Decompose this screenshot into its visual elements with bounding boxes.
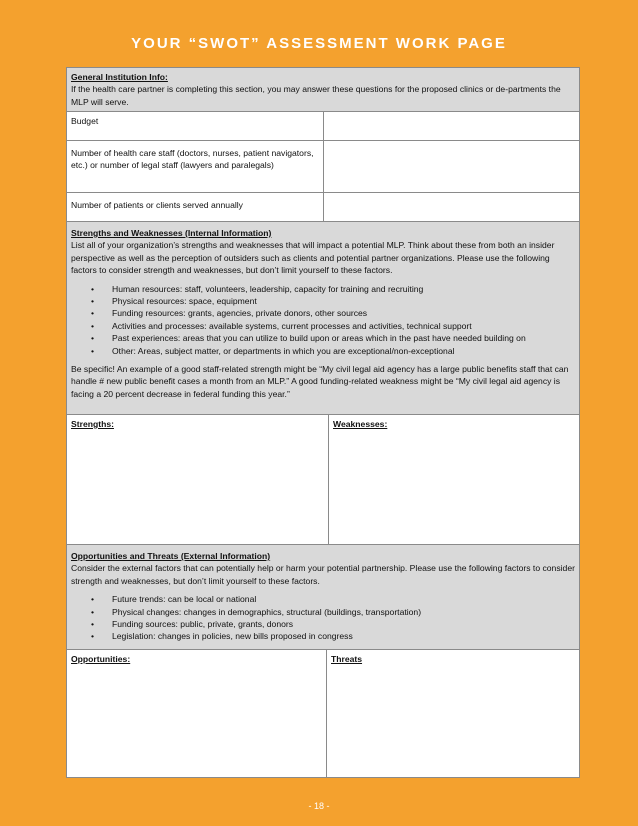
- page-title: YOUR “SWOT” ASSESSMENT WORK PAGE: [131, 35, 507, 52]
- list-item: • Funding resources: grants, agencies, private donors, other sources: [91, 307, 575, 319]
- list-item: • Future trends: can be local or national: [91, 593, 575, 605]
- list-item: • Activities and processes: available systems, current processes and activities, technical support: [91, 320, 575, 332]
- internal-info-intro: List all of your organization’s strengths and weaknesses that will impact a potential MLP. Think about these from both an insider perspective as well as the perception of outsiders such as clients and potential partner organizations. Please use the following factors to consider strength and weaknesses, but don’t limit yourself to these factors.: [71, 240, 555, 276]
- internal-info-closing: Be specific! An example of a good staff-related strength might be “My civil legal aid agency has a large public benefits staff that can handle # new public benefit cases a month from an MLP.” A good funding-related weakness might be “My civil legal aid agency is facing a 20 percent decrease in federal funding this year.”: [71, 364, 569, 399]
- list-item: • Physical changes: changes in demographics, structural (buildings, transportation): [91, 606, 575, 618]
- page-number: - 18 -: [308, 801, 330, 811]
- external-info-header: [67, 545, 579, 650]
- weaknesses-field[interactable]: Weaknesses:: [333, 419, 388, 429]
- internal-info-header: [67, 222, 579, 415]
- general-info-header: [67, 68, 579, 112]
- budget-field[interactable]: [324, 112, 579, 140]
- list-item: • Funding sources: public, private, grants, donors: [91, 618, 575, 630]
- list-item: • Physical resources: space, equipment: [91, 295, 575, 307]
- staff-field[interactable]: [324, 141, 579, 192]
- patients-field[interactable]: [324, 193, 579, 221]
- external-info-intro: Consider the external factors that can potentially help or harm your potential partnership. Please use the following factors to consider strength and weaknesses, but don’t limit yourself to these factors.: [71, 563, 575, 586]
- budget-row: [67, 112, 579, 141]
- list-item: • Other: Areas, subject matter, or departments in which you are exceptional/non-exceptional: [91, 345, 575, 357]
- general-info-heading: General Institution Info:: [71, 72, 168, 82]
- opportunities-threats-row: [67, 650, 579, 777]
- general-info-intro: If the health care partner is completing this section, you may answer these questions for the proposed clinics or de-partments the MLP will serve.: [71, 84, 561, 107]
- strengths-field[interactable]: Strengths:: [67, 415, 329, 544]
- list-item: • Legislation: changes in policies, new bills proposed in congress: [91, 630, 575, 642]
- list-item: • Past experiences: areas that you can utilize to build upon or areas which in the past have needed building on: [91, 332, 575, 344]
- threats-field[interactable]: Threats: [331, 654, 363, 664]
- strengths-weaknesses-row: [67, 415, 579, 545]
- list-item: • Human resources: staff, volunteers, leadership, capacity for training and recruiting: [91, 283, 575, 295]
- internal-factor-list: [91, 283, 575, 357]
- staff-row: [67, 141, 579, 193]
- internal-info-heading: Strengths and Weaknesses (Internal Information): [71, 228, 272, 238]
- external-info-heading: Opportunities and Threats (External Information): [71, 551, 271, 561]
- swot-worksheet: [66, 67, 580, 778]
- opportunities-field[interactable]: Opportunities:: [67, 650, 327, 777]
- budget-label: Budget: [67, 112, 324, 140]
- staff-label: Number of health care staff (doctors, nurses, patient navigators, etc.) or number of legal staff (lawyers and paralegals): [67, 141, 324, 192]
- patients-label: Number of patients or clients served annually: [67, 193, 324, 221]
- patients-row: [67, 193, 579, 222]
- external-factor-list: [91, 593, 575, 643]
